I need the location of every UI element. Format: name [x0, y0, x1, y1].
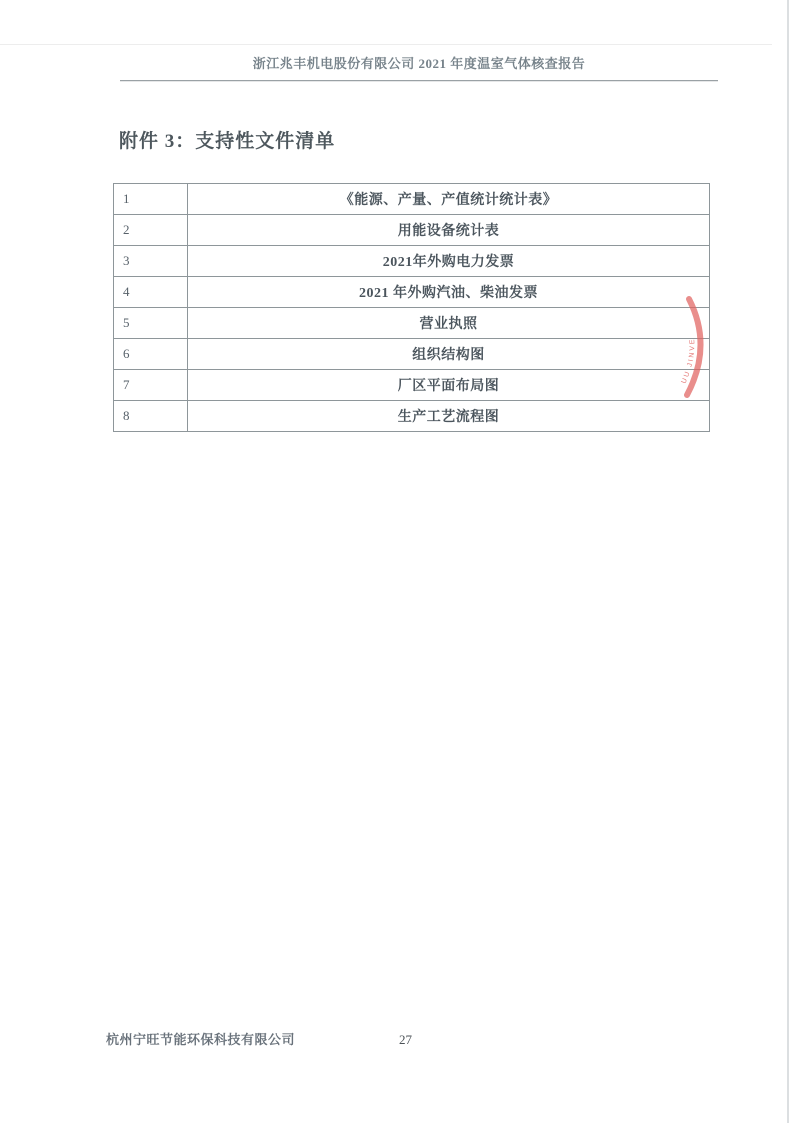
table-row	[114, 401, 710, 432]
row-number-cell: 2	[114, 215, 188, 246]
footer-page-number: 27	[399, 1032, 412, 1047]
table-row	[114, 339, 710, 370]
document-name-cell: 《能源、产量、产值统计统计表》	[188, 184, 710, 215]
table-row	[114, 215, 710, 246]
document-name-cell: 生产工艺流程图	[188, 401, 710, 432]
document-name-cell: 厂区平面布局图	[188, 370, 710, 401]
table-body	[114, 184, 710, 432]
table-row	[114, 184, 710, 215]
document-name-cell: 用能设备统计表	[188, 215, 710, 246]
footer-company-name: 杭州宁旺节能环保科技有限公司	[106, 1032, 296, 1047]
row-number-cell: 7	[114, 370, 188, 401]
section-title: 附件 3：支持性文件清单	[119, 131, 336, 152]
row-number-cell: 4	[114, 277, 188, 308]
seal-ring-text: UU JINVE	[680, 337, 697, 385]
scan-artifact-right-edge	[787, 0, 789, 1123]
row-number-cell: 1	[114, 184, 188, 215]
row-number-cell: 8	[114, 401, 188, 432]
document-name-cell: 营业执照	[188, 308, 710, 339]
table-row	[114, 246, 710, 277]
table-row	[114, 370, 710, 401]
running-header-title: 浙江兆丰机电股份有限公司 2021 年度温室气体核查报告	[252, 56, 586, 71]
row-number-cell: 6	[114, 339, 188, 370]
scan-artifact-top-line	[0, 44, 772, 45]
header-rule	[120, 80, 718, 81]
row-number-cell: 3	[114, 246, 188, 277]
document-name-cell: 组织结构图	[188, 339, 710, 370]
table-row	[114, 308, 710, 339]
row-number-cell: 5	[114, 308, 188, 339]
table-row	[114, 277, 710, 308]
document-name-cell: 2021年外购电力发票	[188, 246, 710, 277]
document-name-cell: 2021 年外购汽油、柴油发票	[188, 277, 710, 308]
supporting-documents-table	[113, 183, 710, 432]
